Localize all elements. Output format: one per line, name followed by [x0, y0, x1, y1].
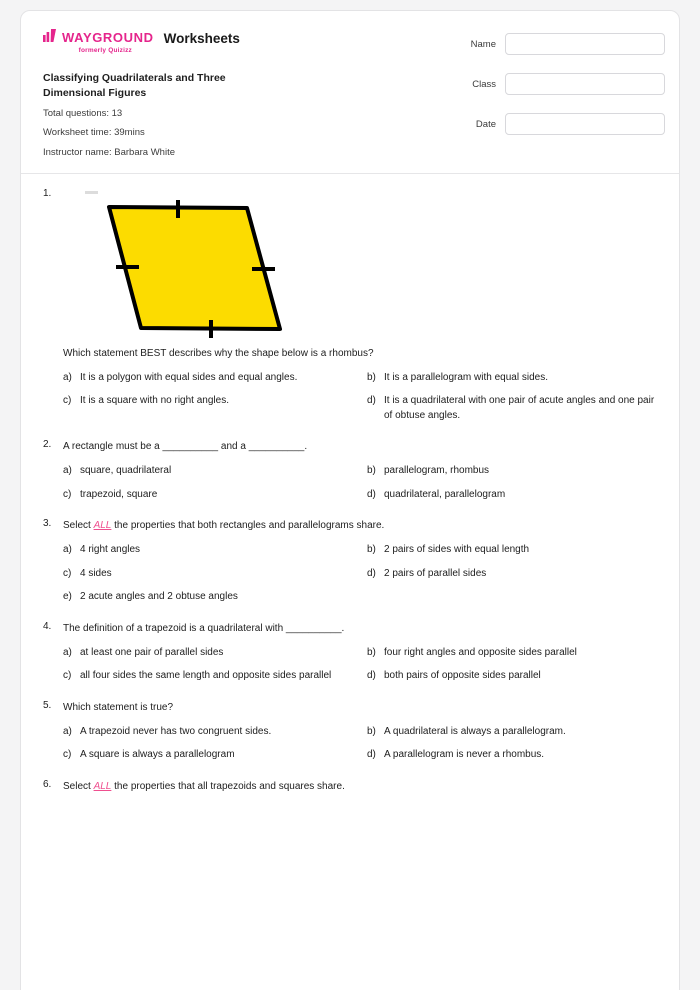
answer-letter: a) — [63, 465, 72, 477]
question-block — [35, 439, 657, 502]
answer-options — [63, 464, 657, 502]
answer-text: four right angles and opposite sides parallel — [384, 646, 577, 658]
rhombus-shape — [95, 194, 295, 340]
answer-text: 4 sides — [80, 567, 112, 579]
question-text-after: the properties that both rectangles and parallelograms share. — [111, 520, 385, 532]
answer-letter: a) — [63, 725, 72, 737]
answer-option[interactable] — [63, 669, 353, 684]
answer-text: It is a polygon with equal sides and equal angles. — [80, 371, 298, 383]
question-text — [63, 779, 657, 794]
answer-options — [63, 543, 657, 605]
answer-letter: b) — [367, 371, 376, 383]
worksheet-card — [20, 10, 680, 990]
question-number: 6. — [43, 778, 52, 790]
answer-option[interactable] — [63, 488, 353, 503]
answer-letter: a) — [63, 371, 72, 383]
answer-text: A parallelogram is never a rhombus. — [384, 749, 545, 761]
total-questions: Total questions: 13 — [43, 107, 123, 119]
worksheet-header — [21, 11, 679, 174]
question-text: The definition of a trapezoid is a quadrilateral with __________. — [63, 622, 345, 634]
answer-option[interactable] — [63, 646, 353, 661]
answer-letter: d) — [367, 670, 376, 682]
answer-text: parallelogram, rhombus — [384, 465, 490, 477]
question-block — [35, 621, 657, 684]
answer-text: quadrilateral, parallelogram — [384, 488, 506, 500]
answer-option[interactable] — [367, 543, 657, 558]
answer-letter: c) — [63, 670, 72, 682]
answer-text: A quadrilateral is always a parallelogram. — [384, 725, 566, 737]
answer-option[interactable] — [367, 488, 657, 503]
question-block — [35, 779, 657, 794]
answer-option[interactable] — [63, 371, 353, 386]
question-text: Which statement BEST describes why the shape below is a rhombus? — [63, 347, 374, 359]
answer-option[interactable] — [63, 567, 353, 582]
class-input[interactable] — [505, 73, 665, 95]
answer-text: A trapezoid never has two congruent sides. — [80, 725, 272, 737]
question-highlight-all: ALL — [93, 780, 112, 792]
answer-text: 2 pairs of parallel sides — [384, 567, 487, 579]
answer-option[interactable] — [367, 394, 657, 423]
answer-letter: c) — [63, 488, 72, 500]
question-text: Which statement is true? — [63, 701, 174, 713]
answer-option[interactable] — [63, 725, 353, 740]
answer-option[interactable] — [367, 371, 657, 386]
answer-text: It is a parallelogram with equal sides. — [384, 371, 548, 383]
answer-letter: a) — [63, 646, 72, 658]
name-input[interactable] — [505, 33, 665, 55]
name-label: Name — [470, 38, 496, 50]
question-text — [63, 518, 657, 533]
question-number: 4. — [43, 620, 52, 632]
question-number: 3. — [43, 518, 52, 530]
answer-letter: e) — [63, 591, 72, 603]
question-number: 2. — [43, 439, 52, 451]
answer-text: all four sides the same length and opposite sides parallel — [80, 670, 332, 682]
date-label: Date — [475, 118, 496, 130]
answer-option[interactable] — [367, 646, 657, 661]
answer-option[interactable] — [63, 464, 353, 479]
answer-options — [63, 725, 657, 763]
answer-letter: b) — [367, 646, 376, 658]
answer-option[interactable] — [63, 590, 353, 605]
field-row-date — [415, 113, 665, 135]
answer-text: 2 acute angles and 2 obtuse angles — [80, 591, 238, 603]
answer-options — [63, 646, 657, 684]
answer-option[interactable] — [367, 725, 657, 740]
field-row-name — [415, 33, 665, 55]
field-row-class — [415, 73, 665, 95]
answer-option[interactable] — [367, 464, 657, 479]
worksheet-time: Worksheet time: 39mins — [43, 127, 145, 139]
questions-container — [21, 174, 679, 830]
question-text-before: Select — [63, 780, 94, 792]
answer-letter: c) — [63, 749, 72, 761]
answer-option[interactable] — [63, 394, 353, 423]
question-block — [35, 188, 657, 424]
question-number: 1. — [43, 187, 52, 199]
answer-text: at least one pair of parallel sides — [80, 646, 224, 658]
answer-options — [63, 371, 657, 424]
answer-option[interactable] — [367, 567, 657, 582]
answer-letter: b) — [367, 544, 376, 556]
answer-letter: b) — [367, 465, 376, 477]
bar-chart-logo-icon — [43, 29, 59, 46]
logo-wordmark: WAYGROUND — [62, 30, 154, 45]
answer-option[interactable] — [63, 543, 353, 558]
answer-letter: d) — [367, 567, 376, 579]
answer-letter: a) — [63, 544, 72, 556]
answer-letter: d) — [367, 749, 376, 761]
class-label: Class — [472, 78, 496, 90]
answer-text: It is a square with no right angles. — [80, 395, 229, 407]
worksheet-title: Classifying Quadrilaterals and Three Dimensional Figures — [43, 71, 226, 99]
question-text-after: the properties that all trapezoids and squares share. — [111, 780, 345, 792]
question-block — [35, 518, 657, 605]
answer-letter: d) — [367, 488, 376, 500]
date-input[interactable] — [505, 113, 665, 135]
answer-option[interactable] — [63, 748, 353, 763]
worksheet-meta — [43, 71, 373, 159]
wayground-logo — [43, 29, 154, 55]
question-highlight-all: ALL — [93, 520, 112, 532]
answer-text: It is a quadrilateral with one pair of acute angles and one pair of obtuse angles. — [384, 395, 655, 421]
answer-option[interactable] — [367, 669, 657, 684]
student-fields — [415, 33, 665, 153]
question-text: A rectangle must be a __________ and a __________. — [63, 441, 308, 453]
product-label: Worksheets — [163, 31, 240, 46]
question-figure — [63, 188, 657, 340]
logo-main — [43, 29, 154, 46]
question-number: 5. — [43, 699, 52, 711]
answer-letter: b) — [367, 725, 376, 737]
answer-letter: c) — [63, 567, 72, 579]
answer-text: trapezoid, square — [80, 488, 158, 500]
answer-letter: c) — [63, 395, 72, 407]
answer-option[interactable] — [367, 748, 657, 763]
answer-text: both pairs of opposite sides parallel — [384, 670, 541, 682]
answer-text: 2 pairs of sides with equal length — [384, 544, 530, 556]
answer-text: square, quadrilateral — [80, 465, 172, 477]
instructor-name: Instructor name: Barbara White — [43, 146, 175, 158]
answer-letter: d) — [367, 395, 376, 407]
answer-text: 4 right angles — [80, 544, 141, 556]
logo-subtext: formerly Quizizz — [78, 47, 132, 54]
answer-text: A square is always a parallelogram — [80, 749, 235, 761]
question-text-before: Select — [63, 520, 94, 532]
question-block — [35, 700, 657, 763]
